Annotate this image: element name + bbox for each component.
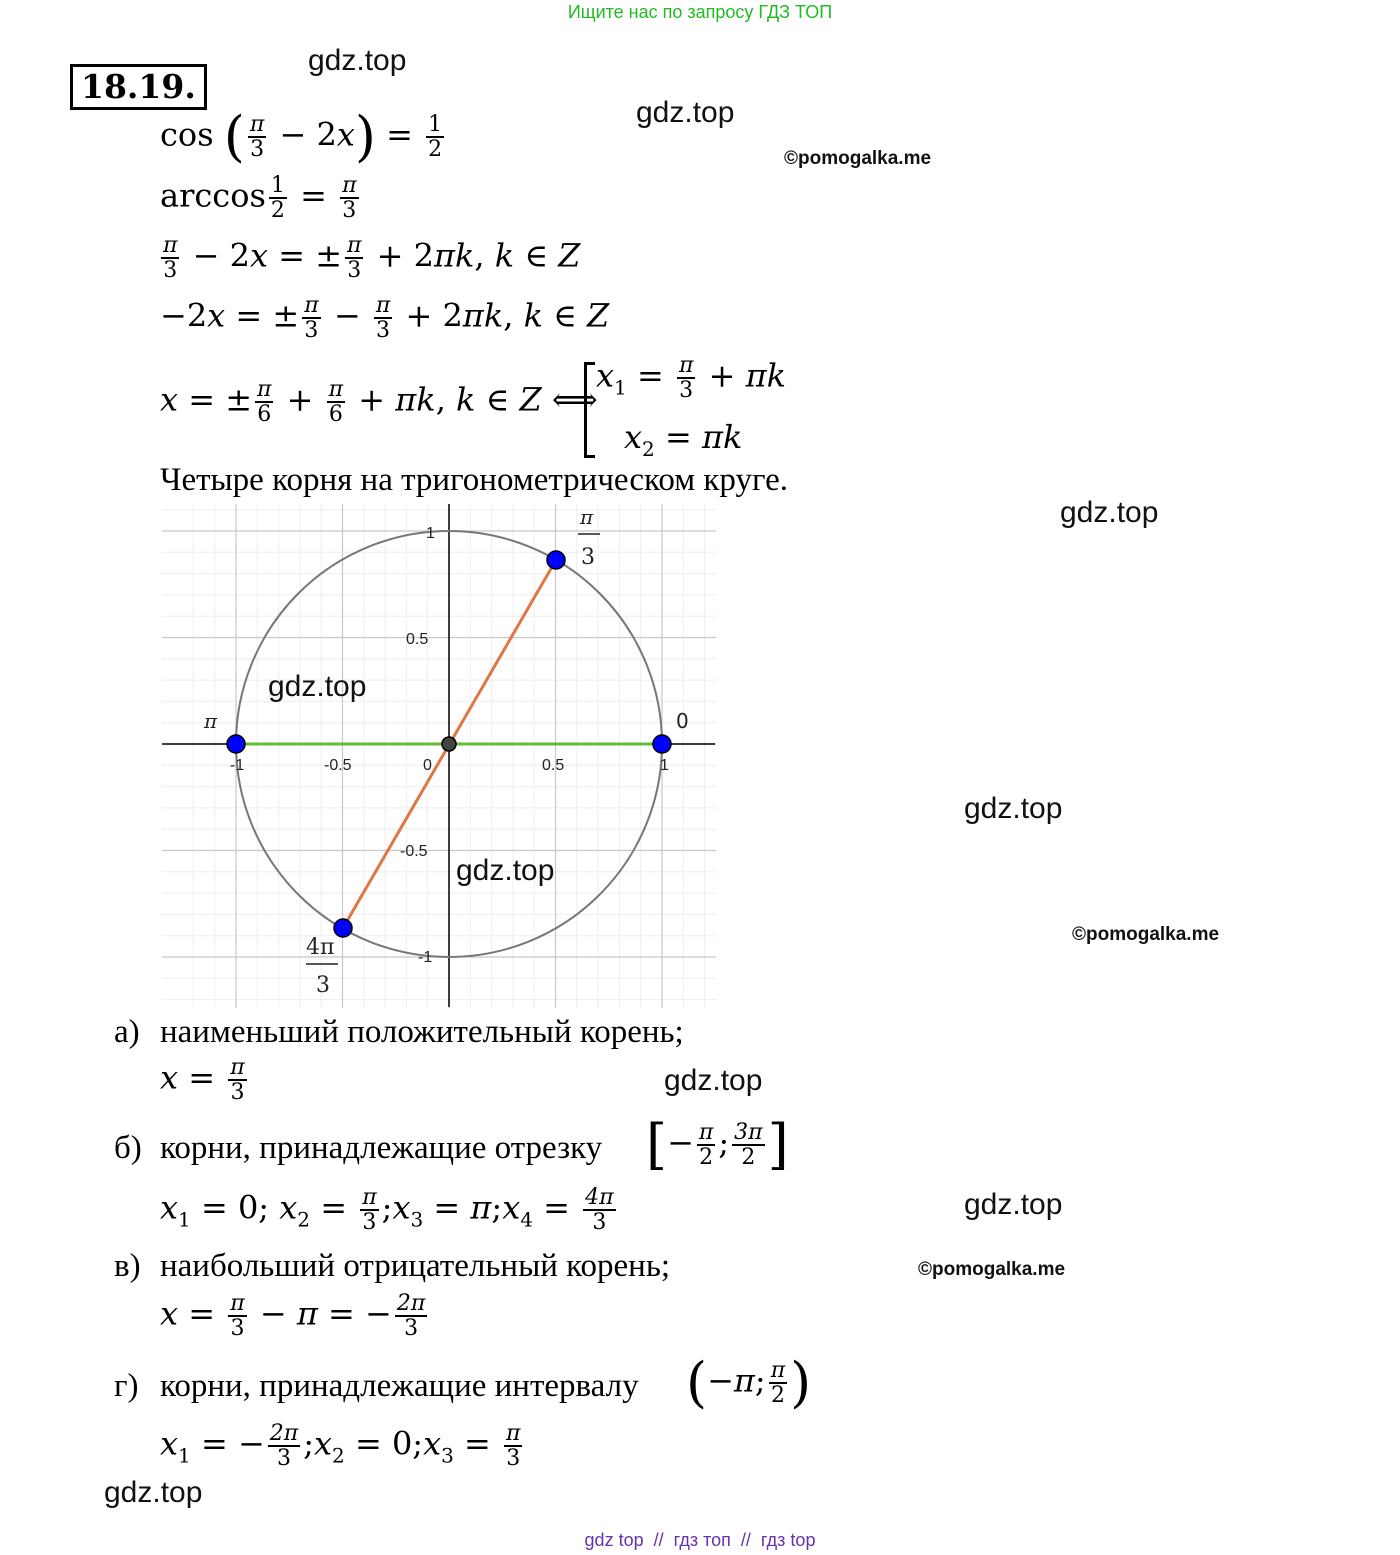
part-g-answer: $x_1$ = − $\frac{2\pi}{3}$ $;x_2$ = $0;x_3$ = $\frac{\pi}{3}$	[160, 1421, 521, 1472]
fraction: $\frac{2\pi}{3}$	[269, 1421, 299, 1472]
watermark-gdz: gdz.top	[964, 1188, 1063, 1221]
watermark-pomogalka: ©pomogalka.me	[918, 1259, 1066, 1280]
watermark-gdz: gdz.top	[308, 44, 407, 77]
part-b-text: корни, принадлежащие отрезку	[160, 1130, 603, 1166]
watermark-gdz: gdz.top	[636, 96, 735, 129]
system-root-2: $x_2 = \pi k$	[624, 418, 743, 461]
part-g-label: г)	[114, 1368, 139, 1404]
fraction: $\frac{\pi}{3}$	[506, 1421, 521, 1472]
part-b-label: б)	[114, 1130, 142, 1166]
tick-label-x: -1	[230, 757, 245, 774]
fraction: $\frac{\pi}{3}$	[230, 1291, 245, 1342]
tick-label-y: 1	[426, 525, 435, 542]
point-label-4pi3-num: 4π	[306, 935, 335, 960]
part-v-answer: x = $\frac{\pi}{3}$ − π = − $\frac{2\pi}{3}$	[160, 1291, 426, 1342]
fraction: $\frac{\pi}{3}$	[304, 293, 319, 344]
fraction: $\frac{\pi}{3}$	[678, 353, 694, 404]
fraction: $\frac{\pi}{3}$	[375, 293, 391, 344]
fraction: $\frac{\pi}{3}$	[347, 233, 362, 284]
point-label-zero: 0	[676, 709, 689, 733]
cos-func: cos	[160, 115, 214, 154]
arccos-func: arccos	[160, 176, 266, 215]
watermark-pomogalka: ©pomogalka.me	[784, 148, 932, 169]
part-v-text: наибольший отрицательный корень;	[160, 1248, 671, 1284]
point-label-pi3-num: π	[580, 505, 594, 529]
watermark-gdz: gdz.top	[456, 854, 555, 887]
part-a-label: а)	[114, 1014, 140, 1050]
part-b-interval: [− $\frac{\pi}{2}$ ; $\frac{3\pi}{2}$ ]	[646, 1113, 789, 1176]
grid-major	[162, 504, 716, 1008]
tick-label-y: -0.5	[400, 843, 428, 860]
point-label-pi: π	[204, 709, 218, 733]
tick-label-x: 1	[660, 757, 669, 774]
equation-step-5: x = ± $\frac{\pi}{6}$ + $\frac{\pi}{6}$ + πk, k ∈ Z ⟺	[160, 377, 598, 428]
fraction: $\frac{3\pi}{2}$	[734, 1119, 763, 1170]
tick-label-x: 0.5	[542, 757, 565, 774]
equation-step-3: $\frac{\pi}{3}$ − 2x = ± $\frac{\pi}{3}$ + 2πk, k ∈ Z	[163, 233, 581, 284]
tick-label-x: -0.5	[324, 757, 352, 774]
fraction: $\frac{\pi}{3}$	[362, 1185, 377, 1236]
root-point-pi	[227, 735, 245, 753]
tick-label-y: 0.5	[406, 631, 429, 648]
watermark-gdz: gdz.top	[664, 1064, 763, 1097]
fraction: $\frac{\pi}{3}$	[249, 111, 265, 162]
fraction: $\frac{1}{2}$	[428, 111, 443, 162]
root-point-4pi3	[334, 919, 352, 937]
fraction: $\frac{\pi}{3}$	[230, 1055, 245, 1106]
equation-step-4: −2x = ± $\frac{\pi}{3}$ − $\frac{\pi}{3}$ + 2πk, k ∈ Z	[160, 293, 610, 344]
trig-circle-graph	[160, 502, 720, 1012]
tick-label-y: -1	[418, 949, 433, 966]
fraction: $\frac{\pi}{2}$	[770, 1357, 786, 1408]
part-a-answer: x = $\frac{\pi}{3}$	[160, 1055, 245, 1106]
part-g-text: корни, принадлежащие интервалу	[160, 1368, 639, 1404]
watermark-pomogalka: ©pomogalka.me	[1072, 924, 1220, 945]
header-hint[interactable]: Ищите нас по запросу ГДЗ ТОП	[567, 2, 833, 22]
system-bracket	[584, 362, 595, 458]
fraction: $\frac{\pi}{6}$	[257, 377, 272, 428]
fraction: $\frac{4\pi}{3}$	[585, 1185, 614, 1236]
fraction: $\frac{1}{2}$	[270, 173, 285, 224]
root-point-zero	[653, 735, 671, 753]
fraction: $\frac{\pi}{3}$	[342, 173, 357, 224]
equation-step-1: cos ( $\frac{\pi}{3}$ − 2x) = $\frac{1}{2}$	[160, 105, 443, 168]
circle-caption: Четыре корня на тригонометрическом круге.	[160, 462, 788, 498]
part-a-text: наименьший положительный корень;	[160, 1014, 684, 1050]
problem-number: 18.19.	[70, 64, 207, 110]
part-b-answer: $x_1 = 0$; $x_2$ = $\frac{\pi}{3}$ $;x_3$ = $\pi;x_4$ = $\frac{4\pi}{3}$	[160, 1185, 614, 1236]
origin-point	[442, 737, 456, 751]
point-label-4pi3-den: 3	[316, 973, 330, 998]
watermark-gdz: gdz.top	[964, 792, 1063, 825]
part-v-label: в)	[114, 1248, 141, 1284]
watermark-gdz: gdz.top	[104, 1476, 203, 1509]
equation-step-2: arccos $\frac{1}{2}$ = $\frac{\pi}{3}$	[160, 173, 357, 224]
fraction: $\frac{2\pi}{3}$	[396, 1291, 426, 1342]
part-g-interval: (−π; $\frac{\pi}{2}$ )	[686, 1351, 812, 1414]
system-root-1: $x_1$ = $\frac{\pi}{3}$ + πk	[596, 353, 786, 404]
grid-minor	[162, 504, 716, 1008]
root-point-pi3	[547, 551, 565, 569]
watermark-gdz: gdz.top	[268, 670, 367, 703]
point-label-pi3-den: 3	[581, 545, 595, 570]
watermark-gdz: gdz.top	[1060, 496, 1159, 529]
fraction: $\frac{\pi}{6}$	[328, 377, 344, 428]
fraction: $\frac{\pi}{2}$	[698, 1119, 714, 1170]
tick-label-x: 0	[423, 757, 432, 774]
footer-links[interactable]: gdz top // гдз топ // гдз top	[584, 1530, 816, 1550]
fraction: $\frac{\pi}{3}$	[163, 233, 178, 284]
